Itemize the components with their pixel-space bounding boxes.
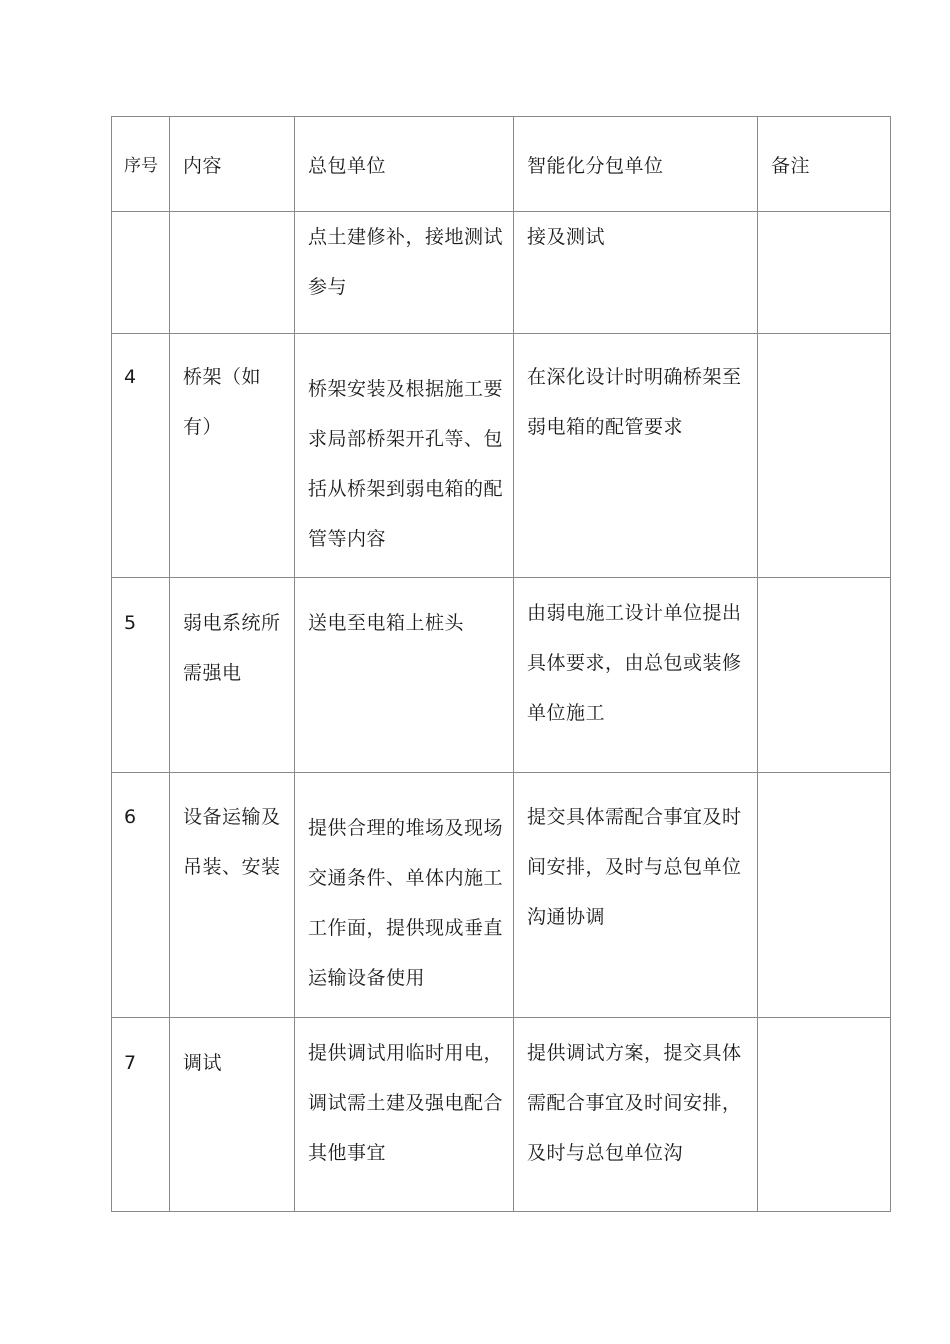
- cell-general-contractor: [295, 773, 514, 1018]
- cell-subcontractor: [514, 212, 758, 334]
- cell-content: [170, 334, 295, 578]
- cell-subcontractor: [514, 334, 758, 578]
- cell-subcontractor: [514, 578, 758, 773]
- cell-remark: [758, 578, 891, 773]
- cell-general-contractor: [295, 212, 514, 334]
- row-number: 6: [124, 806, 137, 828]
- header-number-label: 序号: [124, 156, 158, 176]
- row-number: 7: [124, 1052, 137, 1074]
- cell-subcontractor: [514, 773, 758, 1018]
- row-subcontractor-text: 接及测试: [527, 226, 606, 248]
- row-general-contractor-text: 提供合理的堆场及现场交通条件、单体内施工工作面，提供现成垂直运输设备使用: [308, 817, 504, 989]
- cell-content: [170, 773, 295, 1018]
- coordination-table: [111, 116, 891, 1212]
- row-general-contractor-text: 点土建修补，接地测试参与: [308, 226, 504, 298]
- row-subcontractor-text: 在深化设计时明确桥架至弱电箱的配管要求: [527, 366, 742, 438]
- cell-subcontractor: [514, 1018, 758, 1212]
- row-number: 5: [124, 612, 137, 634]
- header-cell-number: [112, 117, 170, 212]
- cell-content: [170, 212, 295, 334]
- table-row: [112, 578, 891, 773]
- row-subcontractor-text: 由弱电施工设计单位提出具体要求，由总包或装修单位施工: [527, 602, 742, 724]
- cell-remark: [758, 773, 891, 1018]
- cell-number: [112, 334, 170, 578]
- header-general-contractor-label: 总包单位: [308, 155, 387, 177]
- cell-remark: [758, 212, 891, 334]
- row-content: 设备运输及吊装、安装: [183, 806, 281, 878]
- header-subcontractor-label: 智能化分包单位: [527, 155, 664, 177]
- row-content: 调试: [183, 1052, 223, 1074]
- cell-number: [112, 578, 170, 773]
- cell-number: [112, 212, 170, 334]
- cell-general-contractor: [295, 334, 514, 578]
- cell-general-contractor: [295, 1018, 514, 1212]
- header-cell-content: [170, 117, 295, 212]
- row-general-contractor-text: 送电至电箱上桩头: [308, 612, 465, 634]
- table-row: [112, 1018, 891, 1212]
- cell-remark: [758, 1018, 891, 1212]
- header-content-label: 内容: [183, 155, 223, 177]
- cell-number: [112, 1018, 170, 1212]
- table-row: [112, 212, 891, 334]
- cell-remark: [758, 334, 891, 578]
- table-row: [112, 334, 891, 578]
- row-content: 弱电系统所需强电: [183, 612, 281, 684]
- table-row: [112, 773, 891, 1018]
- header-cell-remark: [758, 117, 891, 212]
- table-header-row: [112, 117, 891, 212]
- row-general-contractor-text: 提供调试用临时用电，调试需土建及强电配合其他事宜: [308, 1042, 504, 1164]
- header-cell-subcontractor: [514, 117, 758, 212]
- header-remark-label: 备注: [771, 155, 811, 177]
- row-number: 4: [124, 366, 137, 388]
- row-content: 桥架（如有）: [183, 366, 262, 438]
- cell-number: [112, 773, 170, 1018]
- row-subcontractor-text: 提交具体需配合事宜及时间安排，及时与总包单位沟通协调: [527, 806, 742, 928]
- cell-general-contractor: [295, 578, 514, 773]
- row-general-contractor-text: 桥架安装及根据施工要求局部桥架开孔等、包括从桥架到弱电箱的配管等内容: [308, 378, 504, 550]
- cell-content: [170, 1018, 295, 1212]
- row-subcontractor-text: 提供调试方案，提交具体需配合事宜及时间安排，及时与总包单位沟: [527, 1042, 742, 1164]
- header-cell-general-contractor: [295, 117, 514, 212]
- cell-content: [170, 578, 295, 773]
